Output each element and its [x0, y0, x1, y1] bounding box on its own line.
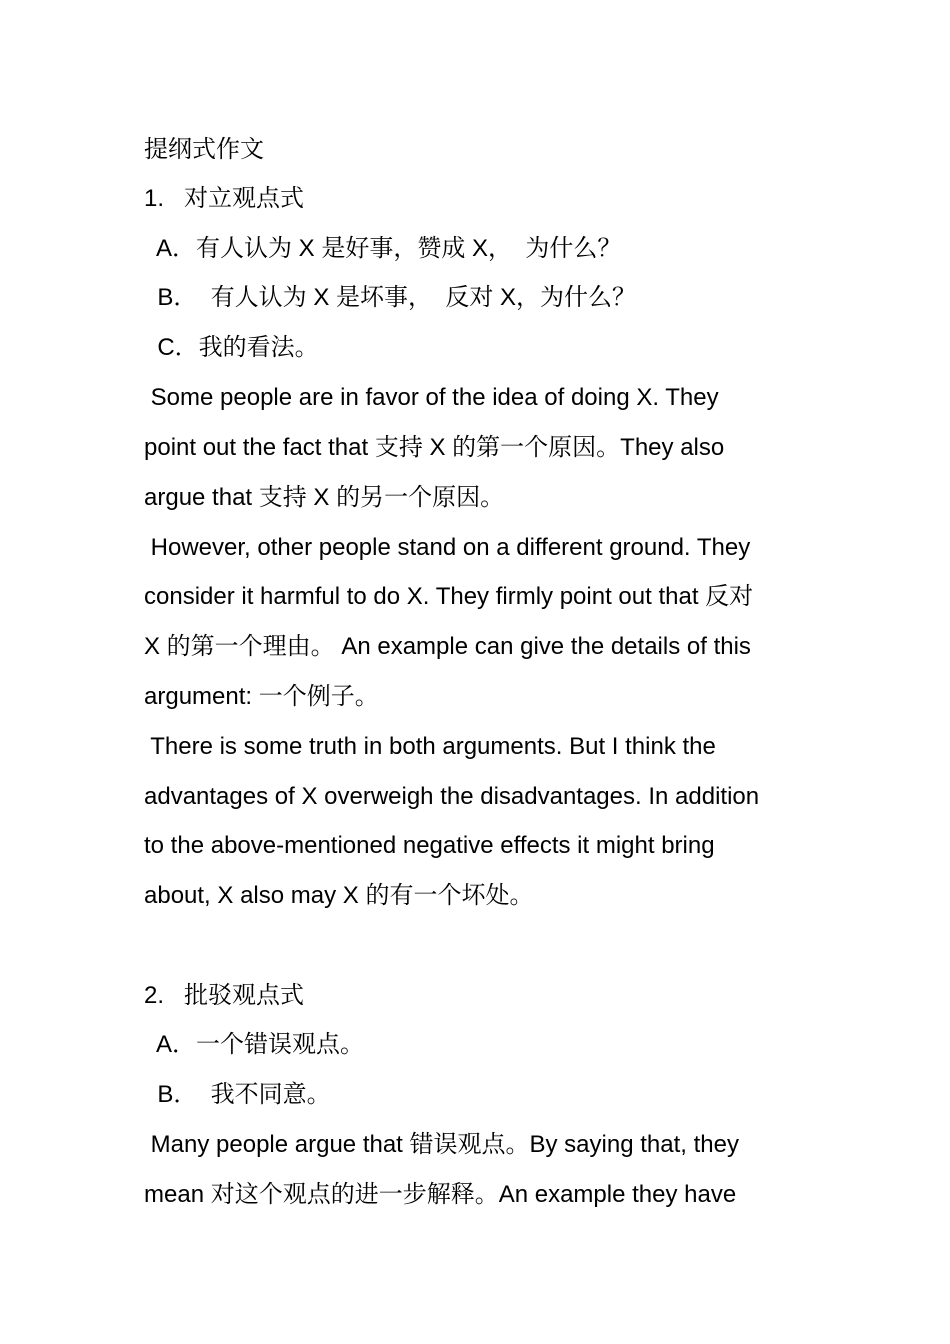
section-1-body-line: to the above-mentioned negative effects it might bring — [144, 832, 715, 859]
section-1-body-line: argue that 支持 X 的另一个原因。 — [144, 484, 505, 511]
section-1-body-line: about, X also may X 的有一个坏处。 — [144, 882, 534, 909]
section-2-heading: 2. 批驳观点式 — [144, 982, 305, 1009]
section-2-point-b: B． 我不同意。 — [144, 1081, 331, 1108]
section-2-point-a: A．一个错误观点。 — [144, 1031, 365, 1058]
section-2-body-line: Many people argue that 错误观点。By saying that, they — [144, 1131, 739, 1158]
section-1-body-line: Some people are in favor of the idea of doing X. They — [144, 384, 719, 411]
section-2-body-line: mean 对这个观点的进一步解释。An example they have — [144, 1181, 737, 1208]
section-1-heading: 1. 对立观点式 — [144, 185, 305, 212]
section-1-body-line: However, other people stand on a different ground. They — [144, 534, 751, 561]
section-1-body-line: point out the fact that 支持 X 的第一个原因。They also — [144, 434, 725, 461]
section-1-body-line: X 的第一个理由。 An example can give the details of this — [144, 633, 751, 660]
section-1-point-b: B． 有人认为 X 是坏事， 反对 X，为什么？ — [144, 284, 637, 311]
section-1-point-c: C．我的看法。 — [144, 334, 319, 361]
section-1-body-line: argument: 一个例子。 — [144, 683, 379, 710]
section-1-point-a: A．有人认为 X 是好事，赞成 X， 为什么？ — [144, 235, 622, 262]
document-title: 提纲式作文 — [144, 135, 264, 163]
section-1-body-line: advantages of X overweigh the disadvantages. In addition — [144, 783, 760, 810]
section-1-body-line: consider it harmful to do X. They firmly point out that 反对 — [144, 583, 754, 610]
section-1-body-line: There is some truth in both arguments. But I think the — [144, 733, 716, 760]
